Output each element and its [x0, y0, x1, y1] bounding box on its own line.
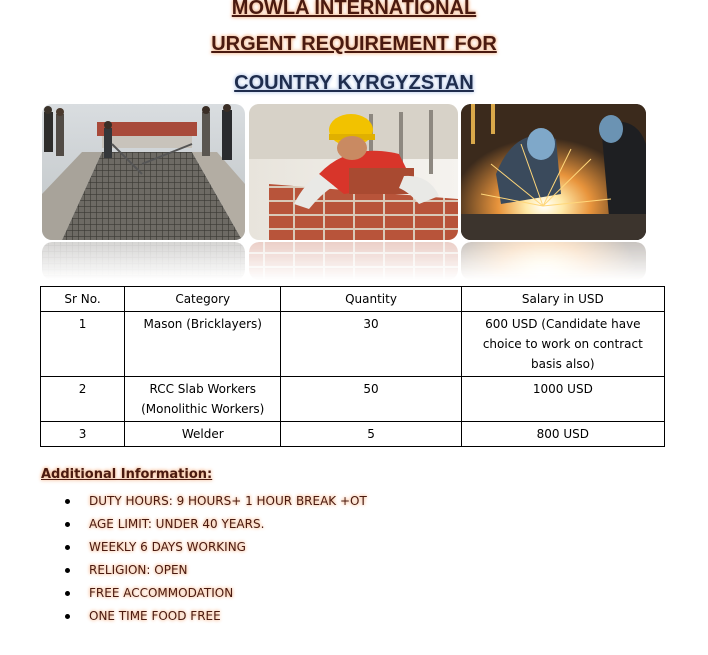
list-item-text: FREE ACCOMMODATION — [89, 586, 234, 600]
cell-quantity: 5 — [281, 422, 461, 447]
country-title-text: COUNTRY KYRGYZSTAN — [234, 72, 474, 94]
additional-info-title: Additional Information: — [41, 467, 213, 482]
cell-sr-no: 2 — [41, 377, 125, 422]
bullet-icon — [65, 499, 70, 504]
cell-sr-no: 1 — [41, 312, 125, 377]
header-salary: Salary in USD — [461, 287, 664, 312]
cell-category: Mason (Bricklayers) — [125, 312, 281, 377]
rebar-construction-photo — [42, 104, 245, 280]
cell-sr-no: 3 — [41, 422, 125, 447]
additional-info-list — [0, 490, 367, 628]
photo-strip — [42, 104, 646, 280]
table-row — [41, 377, 665, 422]
header-quantity: Quantity — [281, 287, 461, 312]
table-row — [41, 422, 665, 447]
cell-salary: 800 USD — [461, 422, 664, 447]
cell-salary: 1000 USD — [461, 377, 664, 422]
list-item-text: ONE TIME FOOD FREE — [89, 609, 221, 623]
list-item-text: DUTY HOURS: 9 HOURS+ 1 HOUR BREAK +OT — [89, 494, 367, 508]
requirement-title — [0, 32, 708, 56]
header-category: Category — [125, 287, 281, 312]
list-item-text: WEEKLY 6 DAYS WORKING — [89, 540, 246, 554]
bullet-icon — [65, 614, 70, 619]
table-header-row — [41, 287, 665, 312]
bullet-icon — [65, 522, 70, 527]
list-item — [0, 490, 367, 513]
list-item-text: RELIGION: OPEN — [89, 563, 188, 577]
requirement-title-text: URGENT REQUIREMENT FOR — [211, 33, 497, 55]
table-row — [41, 312, 665, 377]
bullet-icon — [65, 591, 70, 596]
company-title-text: MOWLA INTERNATIONAL — [231, 0, 477, 19]
requirement-table — [40, 286, 665, 447]
cell-category: RCC Slab Workers (Monolithic Workers) — [125, 377, 281, 422]
cell-quantity: 50 — [281, 377, 461, 422]
country-title — [0, 71, 708, 95]
list-item — [0, 605, 367, 628]
company-title — [0, 0, 708, 20]
list-item-text: AGE LIMIT: UNDER 40 YEARS. — [89, 517, 265, 531]
welder-photo — [461, 104, 646, 280]
bullet-icon — [65, 568, 70, 573]
bullet-icon — [65, 545, 70, 550]
bricklayer-photo — [249, 104, 458, 280]
header-sr-no: Sr No. — [41, 287, 125, 312]
cell-salary: 600 USD (Candidate have choice to work on contract basis also) — [461, 312, 664, 377]
list-item — [0, 536, 367, 559]
list-item — [0, 513, 367, 536]
list-item — [0, 582, 367, 605]
list-item — [0, 559, 367, 582]
cell-quantity: 30 — [281, 312, 461, 377]
cell-category: Welder — [125, 422, 281, 447]
